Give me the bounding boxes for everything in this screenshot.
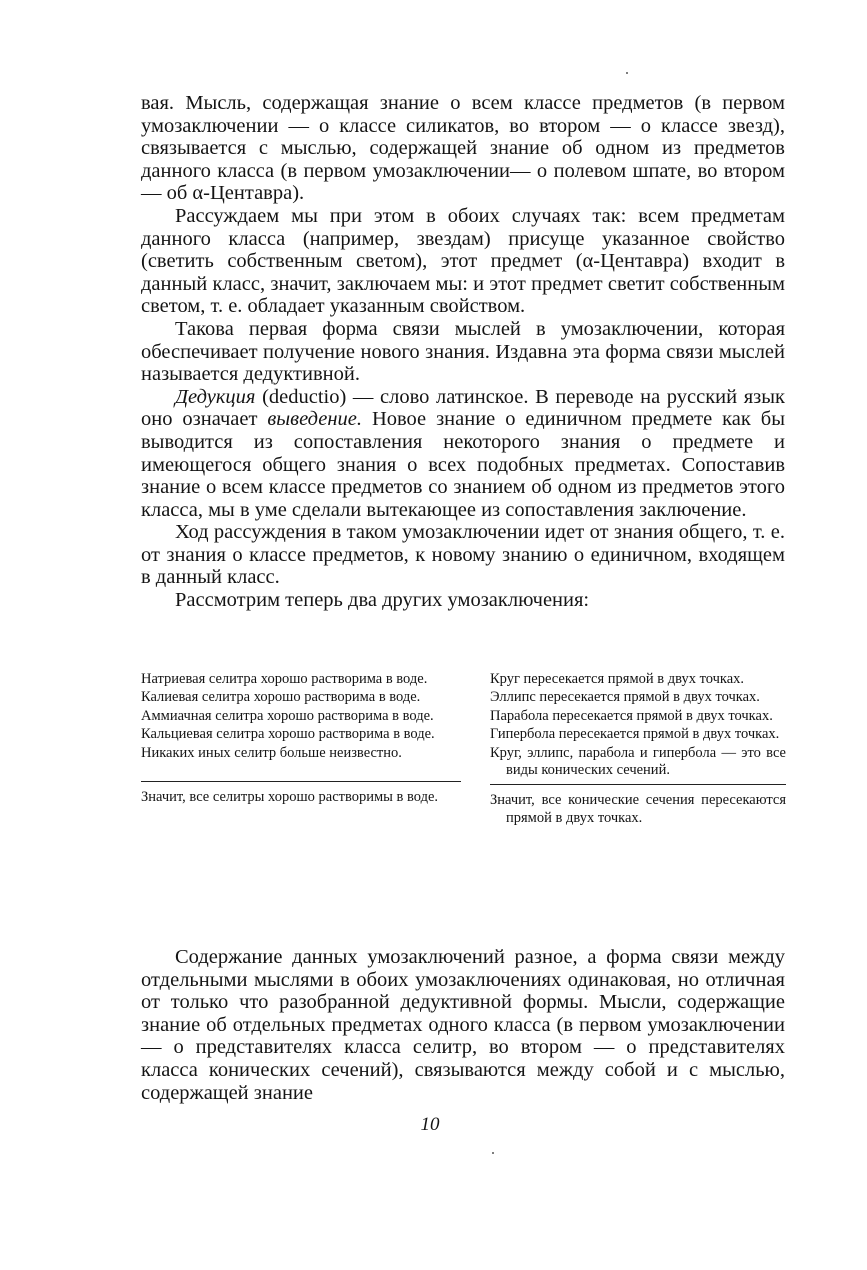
premise-potassium: Калиевая селитра хорошо растворима в воде. bbox=[141, 689, 421, 706]
paragraph-deduction bbox=[141, 386, 785, 522]
premise-parabola: Парабола пересекается прямой в двух точках. bbox=[490, 707, 773, 724]
premise-circle: Круг пересекается прямой в двух точках. bbox=[490, 671, 745, 687]
term-deduction: Дедукция bbox=[175, 385, 256, 408]
premise-no-others: Никаких иных селитр больше неизвестно. bbox=[141, 744, 402, 761]
paragraph-consider: Рассмотрим теперь два других умозаключения: bbox=[175, 589, 590, 612]
premise-ellipse: Эллипс пересекается прямой в двух точках. bbox=[490, 689, 760, 706]
syllogism-saltpeter bbox=[141, 671, 461, 806]
print-speck bbox=[492, 1152, 494, 1154]
conclusion-saltpeter: Значит, все селитры хорошо растворимы в воде. bbox=[141, 789, 439, 806]
syllogism-conics bbox=[490, 671, 786, 827]
deduction-rest: Новое знание о единичном предмете как бы выводится из сопоставления некоторого знания о предмете и имеющегося общего знания о всех подобных предметах. Сопоставив знание о всем классе предметов со знанием об одном из предметов этого класса, мы в уме сделали вытекающее из сопоставления заключение. bbox=[141, 408, 785, 521]
premise-all-kinds: Круг, эллипс, парабола и гипербола — это все виды конических сечений. bbox=[490, 744, 786, 779]
premise-sodium: Натриевая селитра хорошо растворима в воде. bbox=[141, 671, 428, 687]
paragraph-reasoning: Рассуждаем мы при этом в обоих случаях так: всем предметам данного класса (например, звездам) присуще указанное свойство (светить собственным светом), этот предмет (α-Центавра) входит в данный класс, значит, заключаем мы: и этот предмет светит собственным светом, т. е. обладает указанным свойством. bbox=[141, 204, 785, 318]
premise-calcium: Кальциевая селитра хорошо растворима в воде. bbox=[141, 726, 435, 743]
conclusion-divider bbox=[490, 784, 786, 785]
paragraph-content-differs: Содержание данных умозаключений разное, а форма связи между отдельными мыслями в обоих умозаключениях одинаковая, но отличная от только что разобранной дедуктивной формы. Мысли, содержащие знание об отдельных предметах одного класса (в первом умозаключении — о представителях класса селитр, во втором — о представителях класса конических сечений), связываются между собой и с мыслью, содержащей знание bbox=[141, 946, 785, 1104]
paragraph-course: Ход рассуждения в таком умозаключении идет от знания общего, т. е. от знания о классе предметов, к новому знанию о единичном, входящем в данный класс. bbox=[141, 521, 785, 589]
premise-ammonium: Аммиачная селитра хорошо растворима в воде. bbox=[141, 707, 434, 724]
paragraph-first-form: Такова первая форма связи мыслей в умозаключении, которая обеспечивает получение нового знания. Издавна эта форма связи мыслей называется дедуктивной. bbox=[141, 317, 785, 386]
paragraph-continuation: вая. Мысль, содержащая знание о всем классе предметов (в первом умозаключении — о классе силикатов, во втором — о классе звезд), связывается с мыслью, содержащей знание об одном из предметов данного класса (в первом умозаключении— о полевом шпате, во втором — об α-Центавра). bbox=[141, 92, 785, 205]
page-number: 10 bbox=[420, 1114, 440, 1135]
conclusion-conics: Значит, все конические сечения пересекаются прямой в двух точках. bbox=[490, 792, 786, 826]
premise-hyperbola: Гипербола пересекается прямой в двух точках. bbox=[490, 726, 780, 743]
main-text-top bbox=[141, 92, 785, 612]
conclusion-divider bbox=[141, 781, 461, 782]
main-text-bottom bbox=[141, 946, 785, 1104]
term-translation: выведение. bbox=[267, 408, 363, 431]
print-speck bbox=[626, 72, 628, 74]
deduction-latin: (deductio) — слово латинское. В переводе на русский язык оно означает bbox=[141, 385, 785, 431]
